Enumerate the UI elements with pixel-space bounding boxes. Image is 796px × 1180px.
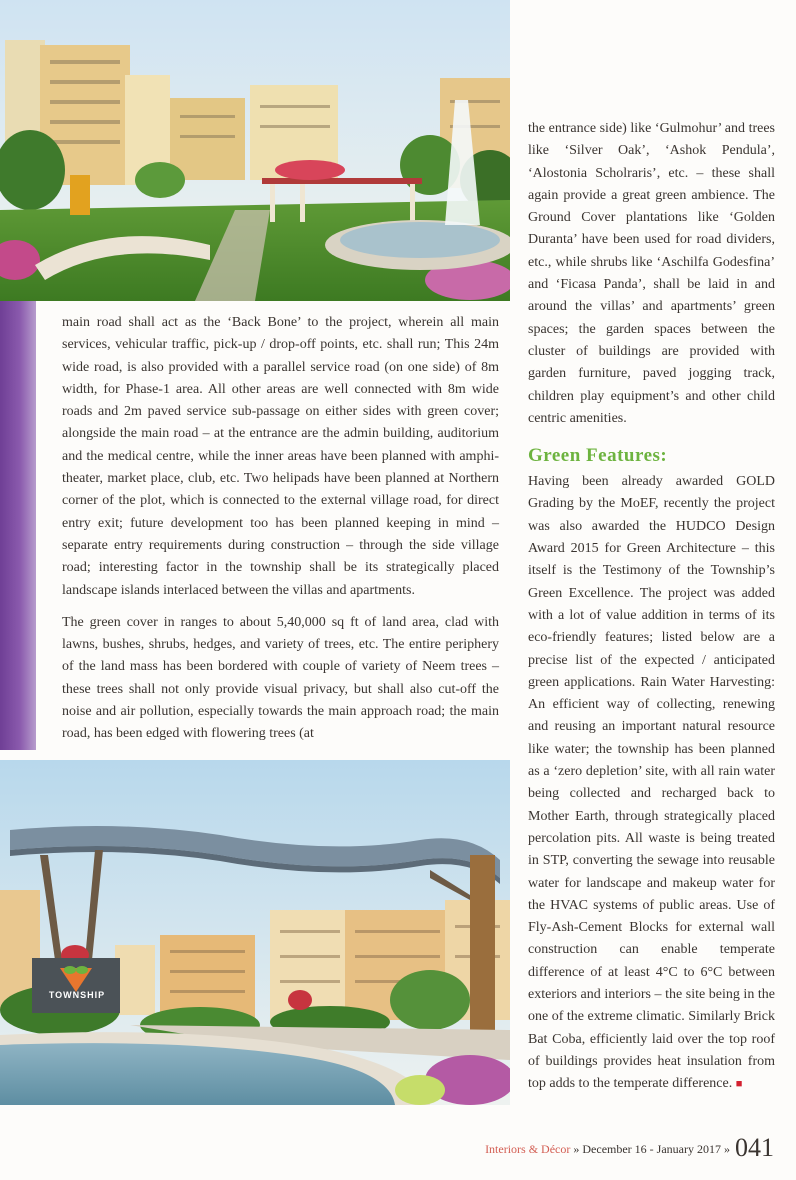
page-footer bbox=[485, 1133, 774, 1163]
left-paragraph-2: The green cover in ranges to about 5,40,000 sq ft of land area, clad with lawns, bushes, shrubs, hedges, and variety of trees, etc. The entire periphery of the land mass has been bordered with couple of variety of Neem trees – these trees shall not only provide visual privacy, but shall also cut-off the noise and air pollution, especially towards the main approach road; the main road, has been edged with flowering trees (at bbox=[62, 614, 499, 742]
article-right-column bbox=[528, 118, 775, 1095]
purple-side-band bbox=[0, 300, 36, 750]
left-paragraph-1: main road shall act as the ‘Back Bone’ to the project, wherein all main services, vehicular traffic, pick-up / drop-off points, etc. shall run; This 24m wide road, is also provided with a parallel service road (on one side) of 8m width, for Phase-1 area. All other areas are well connected with 8m wide roads and 2m paved service sub-passage on either sides with green cover; alongside the main road – at the entrance are the admin building, auditorium and the medical centre, while the inner areas have been planned with amphi-theater, market place, club, etc. Two helipads have been planned at Northern corner of the plot, which is connected to the external village road, for direct entry exit; future development too has been planned keeping in mind – separate entry requirements during construction – through the side village road; interesting factor in the township shall be its strategically placed landscape islands interlaced between the villas and apartments. bbox=[62, 315, 499, 598]
green-features-heading: Green Features: bbox=[528, 445, 668, 467]
magazine-name: Interiors & Décor bbox=[485, 1142, 571, 1156]
township-sign-label: TOWNSHIP bbox=[48, 990, 106, 1000]
garden-fountain-photo bbox=[0, 0, 510, 301]
article-left-column bbox=[62, 312, 499, 756]
page-number: 041 bbox=[735, 1133, 774, 1162]
right-paragraph-1: the entrance side) like ‘Gulmohur’ and trees like ‘Silver Oak’, ‘Ashok Pendula’, ‘Alostonia Scholraris’, etc. – these shall again provide a great green ambience. The Ground Cover plantations like ‘Golden Duranta’ have been used for road dividers, etc., while shrubs like ‘Aschilfa Godesfina’ and ‘Ficasa Panda’, shall be laid in and around the villas’ and apartments’ green spaces; the garden spaces between the cluster of buildings are provided with garden furniture, paved jogging track, children play equipment’s and other child centric amenities. bbox=[528, 121, 775, 426]
footer-separator-2: » bbox=[724, 1142, 730, 1156]
right-paragraph-2-text: Having been already awarded GOLD Grading by the MoEF, recently the project was also awarded the HUDCO Design Award 2015 for Green Architecture – this itself is the Testimony of the Township’s Green Excellence. The project was added with a lot of value addition in terms of its eco-friendly features; listed below are a precise list of the expected / anticipated green applications. Rain Water Harvesting: An efficient way of collecting, renewing and reusing an important natural resource like water; the township has been planned as a ‘zero depletion’ site, with all rain water being collected and recharged back to Mother Earth, through strategically placed percolation pits. All waste is being treated in STP, converting the sewage into reusable water for landscape and makeup water for the HVAC systems of public areas. Use of Fly-Ash-Cement Blocks for external wall construction can enable temperate difference of at least 4°C to 6°C between exteriors and interiors – the site being in the one of the extreme climatic. Similarly Brick Bat Coba, efficiently laid over the top roof of buildings provides heat insulation from top adds to the temperate difference. bbox=[528, 474, 775, 1092]
issue-date: December 16 - January 2017 bbox=[582, 1142, 721, 1156]
township-entrance-photo bbox=[0, 760, 510, 1105]
end-mark-icon: ■ bbox=[735, 1078, 743, 1091]
right-paragraph-2 bbox=[528, 471, 775, 1095]
footer-separator: » bbox=[573, 1142, 580, 1156]
